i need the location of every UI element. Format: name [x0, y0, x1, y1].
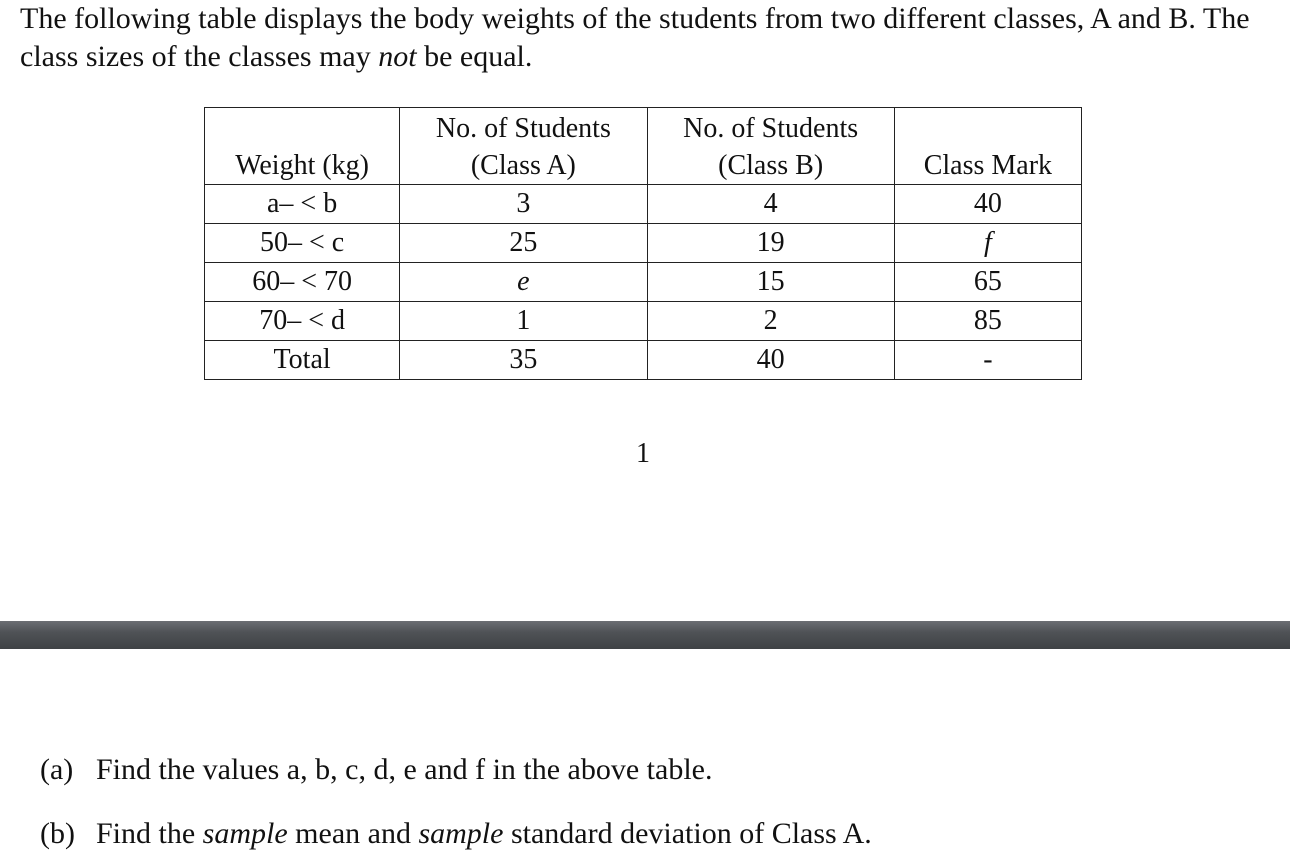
cell-class-mark: 65	[894, 263, 1081, 302]
intro-text: The following table displays the body weights of the students from two different classes, A and B. The class sizes of the classes may	[20, 2, 1250, 73]
cell-class-mark: 40	[894, 185, 1081, 224]
cell-class-a: 3	[400, 185, 647, 224]
weights-table	[204, 107, 1082, 380]
cell-class-a: 35	[400, 341, 647, 380]
table-row	[205, 302, 1082, 341]
header-class-b: No. of Students (Class B)	[647, 108, 894, 185]
question-a-text: Find the values a, b, c, d, e and f in the above table.	[96, 753, 713, 786]
header-class-a: No. of Students (Class A)	[400, 108, 647, 185]
cell-class-a: 25	[400, 224, 647, 263]
cell-class-b: 2	[647, 302, 894, 341]
question-a	[40, 750, 712, 790]
cell-class-mark: -	[894, 341, 1081, 380]
emphasis-sample: sample	[202, 817, 288, 850]
table-row	[205, 224, 1082, 263]
question-a-label: (a)	[40, 753, 74, 786]
cell-class-b: 15	[647, 263, 894, 302]
cell-class-b: 40	[647, 341, 894, 380]
page-number: 1	[636, 438, 650, 469]
table-row	[205, 263, 1082, 302]
header-weight: Weight (kg)	[205, 108, 400, 185]
question-b-text: Find the sample mean and sample standard deviation of Class A.	[96, 817, 872, 850]
header-class-mark: Class Mark	[894, 108, 1081, 185]
cell-class-b: 19	[647, 224, 894, 263]
cell-class-mark: f	[894, 224, 1081, 263]
cell-class-a: e	[400, 263, 647, 302]
page-break-divider	[0, 621, 1290, 649]
cell-weight: 70– < d	[205, 302, 400, 341]
cell-weight: a– < b	[205, 185, 400, 224]
question-b-label: (b)	[40, 817, 75, 850]
table-row	[205, 185, 1082, 224]
cell-weight: 50– < c	[205, 224, 400, 263]
intro-paragraph	[20, 0, 1282, 76]
cell-weight: Total	[205, 341, 400, 380]
table-total-row	[205, 341, 1082, 380]
question-b	[40, 814, 872, 854]
cell-weight: 60– < 70	[205, 263, 400, 302]
cell-class-a: 1	[400, 302, 647, 341]
intro-emphasis: not	[378, 40, 417, 73]
cell-class-b: 4	[647, 185, 894, 224]
intro-text-end: be equal.	[416, 40, 533, 73]
emphasis-sample: sample	[418, 817, 504, 850]
table-header-row	[205, 108, 1082, 185]
cell-class-mark: 85	[894, 302, 1081, 341]
